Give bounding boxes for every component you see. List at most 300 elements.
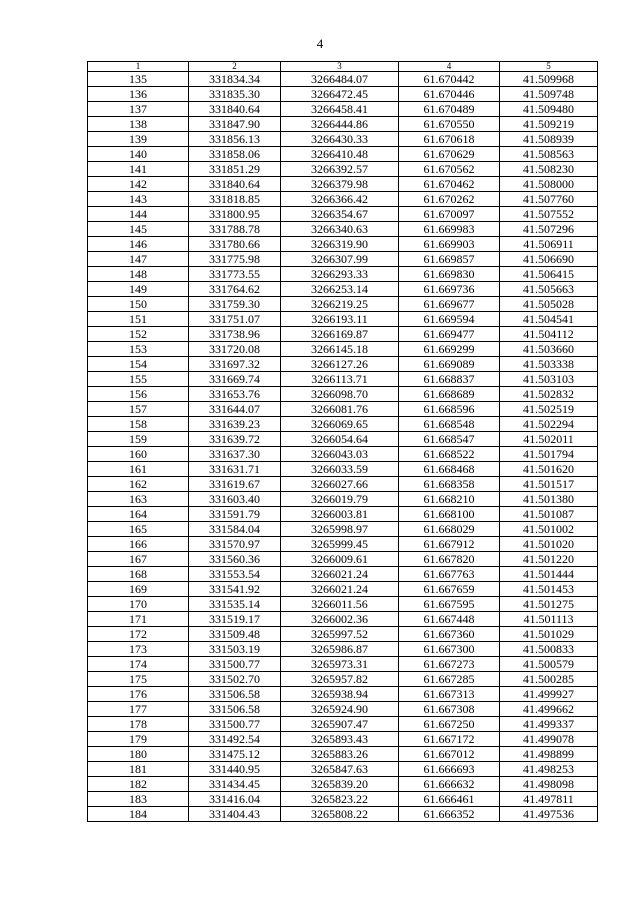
x-coordinate-cell: 331653.76 <box>189 387 281 402</box>
point-number-cell: 137 <box>88 102 189 117</box>
point-number-cell: 171 <box>88 612 189 627</box>
longitude-cell: 41.508230 <box>500 162 598 177</box>
y-coordinate-cell: 3266307.99 <box>281 252 399 267</box>
y-coordinate-cell: 3265808.22 <box>281 807 399 822</box>
point-number-cell: 178 <box>88 717 189 732</box>
latitude-cell: 61.668029 <box>399 522 500 537</box>
longitude-cell: 41.500285 <box>500 672 598 687</box>
point-number-cell: 159 <box>88 432 189 447</box>
y-coordinate-cell: 3266033.59 <box>281 462 399 477</box>
latitude-cell: 61.667912 <box>399 537 500 552</box>
table-row <box>88 732 598 747</box>
table-row <box>88 402 598 417</box>
latitude-cell: 61.667300 <box>399 642 500 657</box>
point-number-cell: 146 <box>88 237 189 252</box>
y-coordinate-cell: 3265986.87 <box>281 642 399 657</box>
point-number-cell: 143 <box>88 192 189 207</box>
column-header-1: 1 <box>88 62 189 72</box>
longitude-cell: 41.500579 <box>500 657 598 672</box>
y-coordinate-cell: 3266002.36 <box>281 612 399 627</box>
latitude-cell: 61.670097 <box>399 207 500 222</box>
column-header-4: 4 <box>399 62 500 72</box>
latitude-cell: 61.666461 <box>399 792 500 807</box>
point-number-cell: 144 <box>88 207 189 222</box>
x-coordinate-cell: 331500.77 <box>189 717 281 732</box>
point-number-cell: 182 <box>88 777 189 792</box>
x-coordinate-cell: 331851.29 <box>189 162 281 177</box>
y-coordinate-cell: 3266340.63 <box>281 222 399 237</box>
x-coordinate-cell: 331500.77 <box>189 657 281 672</box>
y-coordinate-cell: 3266484.07 <box>281 72 399 87</box>
longitude-cell: 41.509748 <box>500 87 598 102</box>
table-row <box>88 102 598 117</box>
latitude-cell: 61.667308 <box>399 702 500 717</box>
y-coordinate-cell: 3266293.33 <box>281 267 399 282</box>
longitude-cell: 41.501620 <box>500 462 598 477</box>
latitude-cell: 61.669089 <box>399 357 500 372</box>
table-row <box>88 777 598 792</box>
x-coordinate-cell: 331570.97 <box>189 537 281 552</box>
y-coordinate-cell: 3265839.20 <box>281 777 399 792</box>
point-number-cell: 148 <box>88 267 189 282</box>
point-number-cell: 135 <box>88 72 189 87</box>
point-number-cell: 174 <box>88 657 189 672</box>
table-row <box>88 207 598 222</box>
x-coordinate-cell: 331858.06 <box>189 147 281 162</box>
y-coordinate-cell: 3266098.70 <box>281 387 399 402</box>
table-row <box>88 792 598 807</box>
table-row <box>88 642 598 657</box>
latitude-cell: 61.668358 <box>399 477 500 492</box>
longitude-cell: 41.497536 <box>500 807 598 822</box>
latitude-cell: 61.670618 <box>399 132 500 147</box>
table-body <box>88 72 598 822</box>
x-coordinate-cell: 331840.64 <box>189 177 281 192</box>
y-coordinate-cell: 3265973.31 <box>281 657 399 672</box>
y-coordinate-cell: 3266009.61 <box>281 552 399 567</box>
x-coordinate-cell: 331644.07 <box>189 402 281 417</box>
y-coordinate-cell: 3266003.81 <box>281 507 399 522</box>
x-coordinate-cell: 331639.72 <box>189 432 281 447</box>
x-coordinate-cell: 331847.90 <box>189 117 281 132</box>
latitude-cell: 61.670489 <box>399 102 500 117</box>
latitude-cell: 61.668689 <box>399 387 500 402</box>
longitude-cell: 41.507760 <box>500 192 598 207</box>
latitude-cell: 61.668100 <box>399 507 500 522</box>
y-coordinate-cell: 3265823.22 <box>281 792 399 807</box>
longitude-cell: 41.499662 <box>500 702 598 717</box>
table-row <box>88 717 598 732</box>
longitude-cell: 41.501275 <box>500 597 598 612</box>
table-row <box>88 627 598 642</box>
point-number-cell: 154 <box>88 357 189 372</box>
y-coordinate-cell: 3265998.97 <box>281 522 399 537</box>
point-number-cell: 177 <box>88 702 189 717</box>
point-number-cell: 166 <box>88 537 189 552</box>
x-coordinate-cell: 331818.85 <box>189 192 281 207</box>
table-row <box>88 297 598 312</box>
y-coordinate-cell: 3266458.41 <box>281 102 399 117</box>
point-number-cell: 161 <box>88 462 189 477</box>
y-coordinate-cell: 3266193.11 <box>281 312 399 327</box>
x-coordinate-cell: 331856.13 <box>189 132 281 147</box>
longitude-cell: 41.503103 <box>500 372 598 387</box>
longitude-cell: 41.502519 <box>500 402 598 417</box>
column-header-2: 2 <box>189 62 281 72</box>
latitude-cell: 61.667360 <box>399 627 500 642</box>
x-coordinate-cell: 331780.66 <box>189 237 281 252</box>
longitude-cell: 41.505028 <box>500 297 598 312</box>
latitude-cell: 61.670629 <box>399 147 500 162</box>
y-coordinate-cell: 3266392.57 <box>281 162 399 177</box>
latitude-cell: 61.668547 <box>399 432 500 447</box>
table-row <box>88 522 598 537</box>
table-row <box>88 447 598 462</box>
table-row <box>88 357 598 372</box>
point-number-cell: 169 <box>88 582 189 597</box>
table-row <box>88 222 598 237</box>
page-number: 4 <box>316 36 324 51</box>
point-number-cell: 172 <box>88 627 189 642</box>
table-row <box>88 417 598 432</box>
longitude-cell: 41.506690 <box>500 252 598 267</box>
point-number-cell: 142 <box>88 177 189 192</box>
y-coordinate-cell: 3266011.56 <box>281 597 399 612</box>
latitude-cell: 61.667448 <box>399 612 500 627</box>
y-coordinate-cell: 3265957.82 <box>281 672 399 687</box>
latitude-cell: 61.669594 <box>399 312 500 327</box>
x-coordinate-cell: 331502.70 <box>189 672 281 687</box>
longitude-cell: 41.501380 <box>500 492 598 507</box>
x-coordinate-cell: 331506.58 <box>189 702 281 717</box>
longitude-cell: 41.509968 <box>500 72 598 87</box>
table-row <box>88 747 598 762</box>
point-number-cell: 167 <box>88 552 189 567</box>
table-row <box>88 762 598 777</box>
table-row <box>88 282 598 297</box>
x-coordinate-cell: 331773.55 <box>189 267 281 282</box>
latitude-cell: 61.669736 <box>399 282 500 297</box>
table-row <box>88 477 598 492</box>
latitude-cell: 61.667285 <box>399 672 500 687</box>
point-number-cell: 140 <box>88 147 189 162</box>
x-coordinate-cell: 331434.45 <box>189 777 281 792</box>
point-number-cell: 179 <box>88 732 189 747</box>
latitude-cell: 61.667595 <box>399 597 500 612</box>
longitude-cell: 41.501444 <box>500 567 598 582</box>
y-coordinate-cell: 3265883.26 <box>281 747 399 762</box>
latitude-cell: 61.670446 <box>399 87 500 102</box>
x-coordinate-cell: 331834.34 <box>189 72 281 87</box>
latitude-cell: 61.667763 <box>399 567 500 582</box>
x-coordinate-cell: 331475.12 <box>189 747 281 762</box>
table-row <box>88 612 598 627</box>
table-row <box>88 657 598 672</box>
point-number-cell: 162 <box>88 477 189 492</box>
point-number-cell: 165 <box>88 522 189 537</box>
x-coordinate-cell: 331440.95 <box>189 762 281 777</box>
y-coordinate-cell: 3266054.64 <box>281 432 399 447</box>
latitude-cell: 61.667313 <box>399 687 500 702</box>
latitude-cell: 61.670550 <box>399 117 500 132</box>
point-number-cell: 138 <box>88 117 189 132</box>
longitude-cell: 41.504112 <box>500 327 598 342</box>
longitude-cell: 41.498253 <box>500 762 598 777</box>
x-coordinate-cell: 331637.30 <box>189 447 281 462</box>
latitude-cell: 61.669477 <box>399 327 500 342</box>
longitude-cell: 41.508000 <box>500 177 598 192</box>
longitude-cell: 41.501220 <box>500 552 598 567</box>
y-coordinate-cell: 3265997.52 <box>281 627 399 642</box>
latitude-cell: 61.668210 <box>399 492 500 507</box>
latitude-cell: 61.670262 <box>399 192 500 207</box>
latitude-cell: 61.669299 <box>399 342 500 357</box>
point-number-cell: 155 <box>88 372 189 387</box>
x-coordinate-cell: 331639.23 <box>189 417 281 432</box>
column-header-5: 5 <box>500 62 598 72</box>
table-row <box>88 372 598 387</box>
point-number-cell: 150 <box>88 297 189 312</box>
table-row <box>88 387 598 402</box>
longitude-cell: 41.502294 <box>500 417 598 432</box>
y-coordinate-cell: 3266113.71 <box>281 372 399 387</box>
longitude-cell: 41.503338 <box>500 357 598 372</box>
point-number-cell: 158 <box>88 417 189 432</box>
table-row <box>88 312 598 327</box>
table-header-row <box>88 62 598 72</box>
point-number-cell: 184 <box>88 807 189 822</box>
point-number-cell: 141 <box>88 162 189 177</box>
y-coordinate-cell: 3265893.43 <box>281 732 399 747</box>
y-coordinate-cell: 3265847.63 <box>281 762 399 777</box>
point-number-cell: 168 <box>88 567 189 582</box>
point-number-cell: 147 <box>88 252 189 267</box>
longitude-cell: 41.505663 <box>500 282 598 297</box>
point-number-cell: 145 <box>88 222 189 237</box>
x-coordinate-cell: 331560.36 <box>189 552 281 567</box>
table-row <box>88 147 598 162</box>
y-coordinate-cell: 3266021.24 <box>281 582 399 597</box>
latitude-cell: 61.666693 <box>399 762 500 777</box>
coordinates-table <box>87 61 598 822</box>
y-coordinate-cell: 3265907.47 <box>281 717 399 732</box>
longitude-cell: 41.507296 <box>500 222 598 237</box>
longitude-cell: 41.499337 <box>500 717 598 732</box>
x-coordinate-cell: 331404.43 <box>189 807 281 822</box>
y-coordinate-cell: 3266472.45 <box>281 87 399 102</box>
table-row <box>88 72 598 87</box>
x-coordinate-cell: 331416.04 <box>189 792 281 807</box>
table-row <box>88 462 598 477</box>
longitude-cell: 41.501002 <box>500 522 598 537</box>
x-coordinate-cell: 331835.30 <box>189 87 281 102</box>
longitude-cell: 41.501794 <box>500 447 598 462</box>
y-coordinate-cell: 3266127.26 <box>281 357 399 372</box>
x-coordinate-cell: 331759.30 <box>189 297 281 312</box>
table-row <box>88 672 598 687</box>
point-number-cell: 183 <box>88 792 189 807</box>
y-coordinate-cell: 3265938.94 <box>281 687 399 702</box>
point-number-cell: 157 <box>88 402 189 417</box>
y-coordinate-cell: 3265924.90 <box>281 702 399 717</box>
latitude-cell: 61.667820 <box>399 552 500 567</box>
longitude-cell: 41.508939 <box>500 132 598 147</box>
table-row <box>88 582 598 597</box>
x-coordinate-cell: 331697.32 <box>189 357 281 372</box>
y-coordinate-cell: 3266430.33 <box>281 132 399 147</box>
point-number-cell: 151 <box>88 312 189 327</box>
latitude-cell: 61.668596 <box>399 402 500 417</box>
latitude-cell: 61.670442 <box>399 72 500 87</box>
y-coordinate-cell: 3266169.87 <box>281 327 399 342</box>
y-coordinate-cell: 3266145.18 <box>281 342 399 357</box>
latitude-cell: 61.670562 <box>399 162 500 177</box>
point-number-cell: 163 <box>88 492 189 507</box>
latitude-cell: 61.667172 <box>399 732 500 747</box>
table-row <box>88 567 598 582</box>
table-row <box>88 87 598 102</box>
longitude-cell: 41.501020 <box>500 537 598 552</box>
longitude-cell: 41.498098 <box>500 777 598 792</box>
x-coordinate-cell: 331669.74 <box>189 372 281 387</box>
y-coordinate-cell: 3266366.42 <box>281 192 399 207</box>
point-number-cell: 180 <box>88 747 189 762</box>
point-number-cell: 153 <box>88 342 189 357</box>
x-coordinate-cell: 331591.79 <box>189 507 281 522</box>
latitude-cell: 61.669677 <box>399 297 500 312</box>
table-row <box>88 162 598 177</box>
x-coordinate-cell: 331506.58 <box>189 687 281 702</box>
table-row <box>88 687 598 702</box>
table-row <box>88 342 598 357</box>
point-number-cell: 156 <box>88 387 189 402</box>
table-row <box>88 507 598 522</box>
table-row <box>88 117 598 132</box>
x-coordinate-cell: 331503.19 <box>189 642 281 657</box>
table-row <box>88 177 598 192</box>
latitude-cell: 61.668837 <box>399 372 500 387</box>
x-coordinate-cell: 331751.07 <box>189 312 281 327</box>
x-coordinate-cell: 331788.78 <box>189 222 281 237</box>
point-number-cell: 173 <box>88 642 189 657</box>
x-coordinate-cell: 331720.08 <box>189 342 281 357</box>
latitude-cell: 61.669983 <box>399 222 500 237</box>
y-coordinate-cell: 3266081.76 <box>281 402 399 417</box>
table-row <box>88 537 598 552</box>
longitude-cell: 41.508563 <box>500 147 598 162</box>
y-coordinate-cell: 3266354.67 <box>281 207 399 222</box>
point-number-cell: 136 <box>88 87 189 102</box>
table-row <box>88 807 598 822</box>
table-row <box>88 432 598 447</box>
table-row <box>88 267 598 282</box>
longitude-cell: 41.501029 <box>500 627 598 642</box>
longitude-cell: 41.498899 <box>500 747 598 762</box>
point-number-cell: 164 <box>88 507 189 522</box>
table-row <box>88 192 598 207</box>
latitude-cell: 61.666352 <box>399 807 500 822</box>
longitude-cell: 41.501087 <box>500 507 598 522</box>
longitude-cell: 41.507552 <box>500 207 598 222</box>
longitude-cell: 41.502011 <box>500 432 598 447</box>
table-row <box>88 237 598 252</box>
x-coordinate-cell: 331840.64 <box>189 102 281 117</box>
latitude-cell: 61.669857 <box>399 252 500 267</box>
longitude-cell: 41.499927 <box>500 687 598 702</box>
latitude-cell: 61.670462 <box>399 177 500 192</box>
latitude-cell: 61.667012 <box>399 747 500 762</box>
table-row <box>88 252 598 267</box>
latitude-cell: 61.667273 <box>399 657 500 672</box>
y-coordinate-cell: 3265999.45 <box>281 537 399 552</box>
y-coordinate-cell: 3266253.14 <box>281 282 399 297</box>
longitude-cell: 41.506415 <box>500 267 598 282</box>
x-coordinate-cell: 331492.54 <box>189 732 281 747</box>
y-coordinate-cell: 3266319.90 <box>281 237 399 252</box>
table-row <box>88 552 598 567</box>
point-number-cell: 149 <box>88 282 189 297</box>
latitude-cell: 61.669903 <box>399 237 500 252</box>
x-coordinate-cell: 331541.92 <box>189 582 281 597</box>
point-number-cell: 170 <box>88 597 189 612</box>
longitude-cell: 41.509480 <box>500 102 598 117</box>
table-row <box>88 492 598 507</box>
latitude-cell: 61.667659 <box>399 582 500 597</box>
y-coordinate-cell: 3266019.79 <box>281 492 399 507</box>
x-coordinate-cell: 331738.96 <box>189 327 281 342</box>
longitude-cell: 41.501517 <box>500 477 598 492</box>
latitude-cell: 61.666632 <box>399 777 500 792</box>
y-coordinate-cell: 3266410.48 <box>281 147 399 162</box>
point-number-cell: 175 <box>88 672 189 687</box>
table-row <box>88 132 598 147</box>
longitude-cell: 41.506911 <box>500 237 598 252</box>
x-coordinate-cell: 331509.48 <box>189 627 281 642</box>
x-coordinate-cell: 331619.67 <box>189 477 281 492</box>
y-coordinate-cell: 3266069.65 <box>281 417 399 432</box>
y-coordinate-cell: 3266219.25 <box>281 297 399 312</box>
point-number-cell: 181 <box>88 762 189 777</box>
longitude-cell: 41.509219 <box>500 117 598 132</box>
latitude-cell: 61.669830 <box>399 267 500 282</box>
point-number-cell: 139 <box>88 132 189 147</box>
column-header-3: 3 <box>281 62 399 72</box>
y-coordinate-cell: 3266444.86 <box>281 117 399 132</box>
x-coordinate-cell: 331553.54 <box>189 567 281 582</box>
longitude-cell: 41.501453 <box>500 582 598 597</box>
latitude-cell: 61.667250 <box>399 717 500 732</box>
longitude-cell: 41.502832 <box>500 387 598 402</box>
x-coordinate-cell: 331519.17 <box>189 612 281 627</box>
longitude-cell: 41.499078 <box>500 732 598 747</box>
x-coordinate-cell: 331631.71 <box>189 462 281 477</box>
y-coordinate-cell: 3266021.24 <box>281 567 399 582</box>
table-row <box>88 327 598 342</box>
longitude-cell: 41.504541 <box>500 312 598 327</box>
longitude-cell: 41.497811 <box>500 792 598 807</box>
point-number-cell: 176 <box>88 687 189 702</box>
latitude-cell: 61.668548 <box>399 417 500 432</box>
latitude-cell: 61.668468 <box>399 462 500 477</box>
x-coordinate-cell: 331584.04 <box>189 522 281 537</box>
y-coordinate-cell: 3266027.66 <box>281 477 399 492</box>
x-coordinate-cell: 331603.40 <box>189 492 281 507</box>
point-number-cell: 152 <box>88 327 189 342</box>
point-number-cell: 160 <box>88 447 189 462</box>
x-coordinate-cell: 331764.62 <box>189 282 281 297</box>
x-coordinate-cell: 331775.98 <box>189 252 281 267</box>
x-coordinate-cell: 331800.95 <box>189 207 281 222</box>
